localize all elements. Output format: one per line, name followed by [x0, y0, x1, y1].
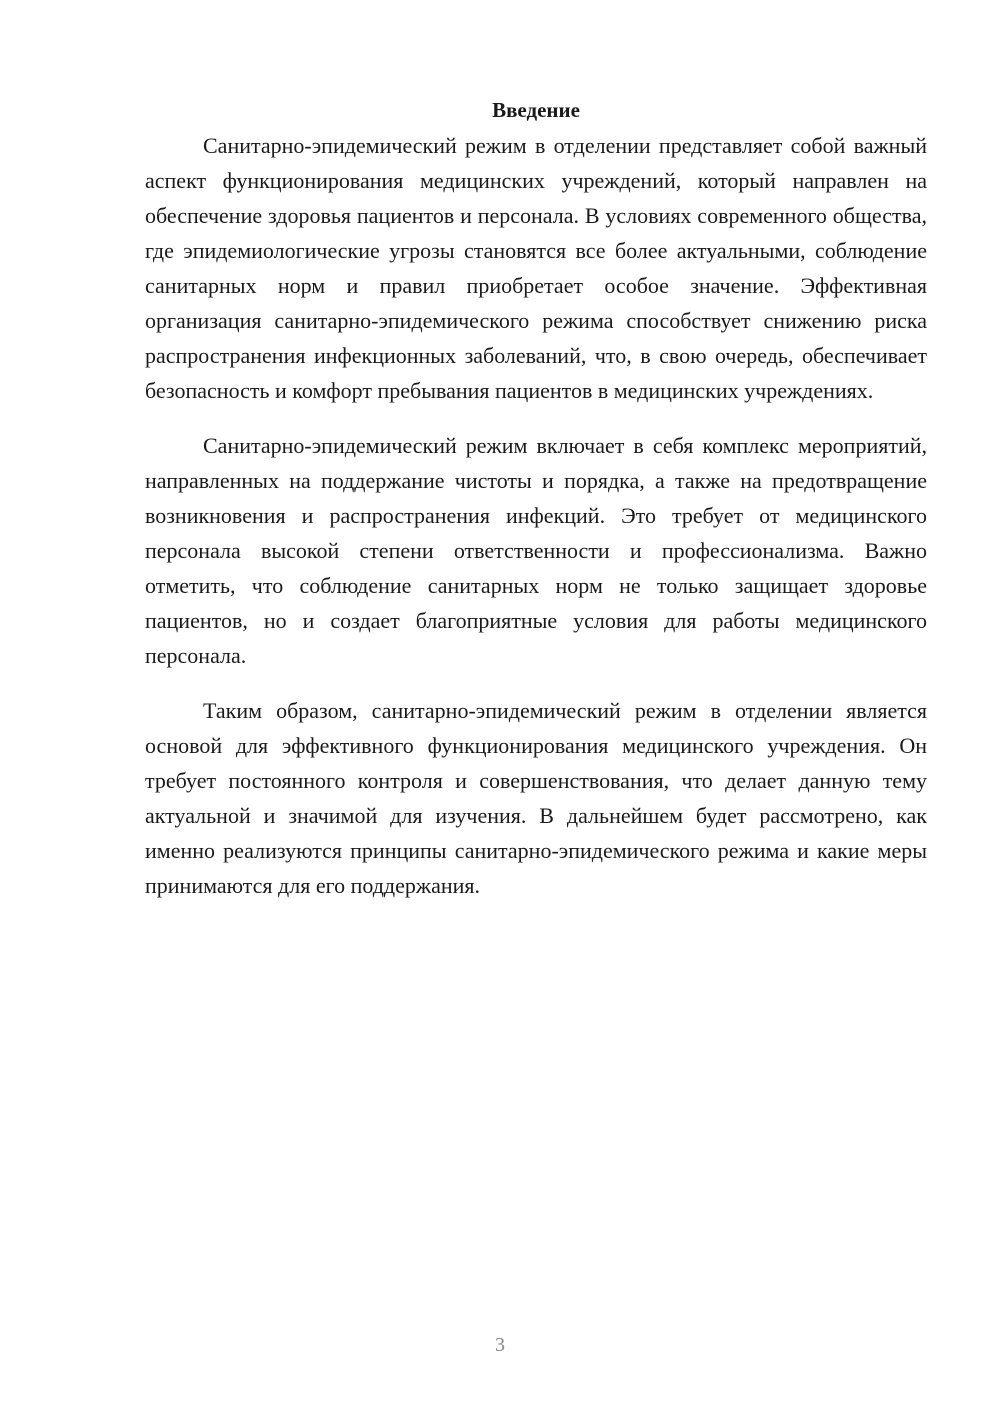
- paragraph-3: Таким образом, санитарно-эпидемический режим в отделении является основой для эффективного функционирования медицинского учреждения. Он требует постоянного контроля и совершенствования, что делает данную тему актуальной и значимой для изучения. В дальнейшем будет рассмотрено, как именно реализуются принципы санитарно-эпидемического режима и какие меры принимаются для его поддержания.: [145, 698, 927, 898]
- paragraph-1: Санитарно-эпидемический режим в отделении представляет собой важный аспект функционирования медицинских учреждений, который направлен на обеспечение здоровья пациентов и персонала. В условиях современного общества, где эпидемиологические угрозы становятся все более актуальными, соблюдение санитарных норм и правил приобретает особое значение. Эффективная организация санитарно-эпидемического режима способствует снижению риска распространения инфекционных заболеваний, что, в свою очередь, обеспечивает безопасность и комфорт пребывания пациентов в медицинских учреждениях.: [145, 133, 927, 403]
- page-content: [145, 95, 927, 923]
- page-number: 3: [495, 1334, 505, 1356]
- paragraph-2: Санитарно-эпидемический режим включает в себя комплекс мероприятий, направленных на поддержание чистоты и порядка, а также на предотвращение возникновения и распространения инфекций. Это требует от медицинского персонала высокой степени ответственности и профессионализма. Важно отметить, что соблюдение санитарных норм не только защищает здоровье пациентов, но и создает благоприятные условия для работы медицинского персонала.: [145, 433, 927, 668]
- section-heading: Введение: [492, 98, 580, 122]
